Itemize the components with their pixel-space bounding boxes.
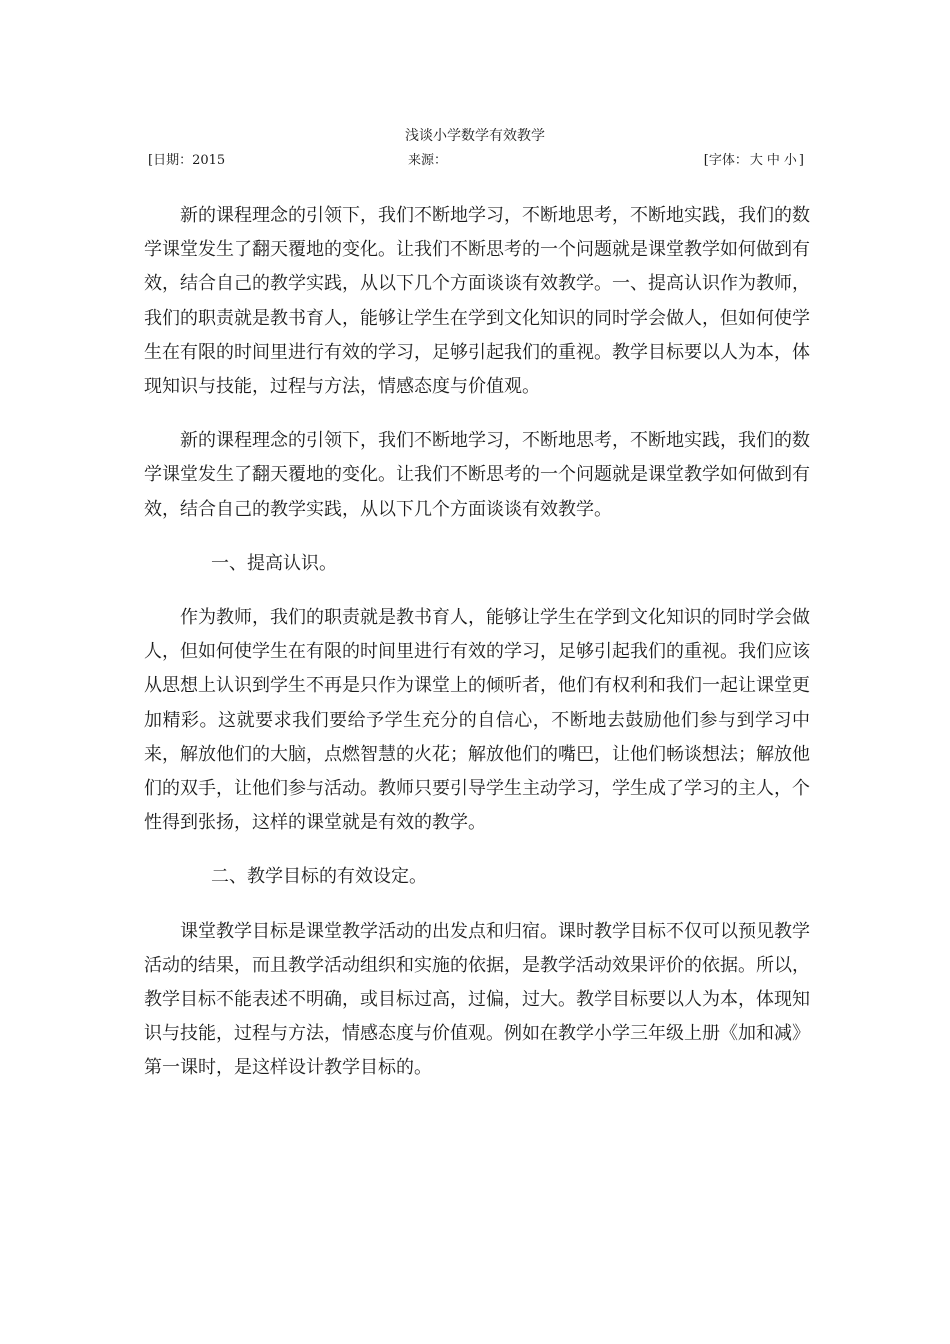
article-body — [144, 199, 810, 1106]
meta-source: 来源： — [408, 153, 448, 168]
font-size-large-link[interactable]: 大 — [749, 153, 763, 168]
paragraph: 新的课程理念的引领下，我们不断地学习，不断地思考，不断地实践，我们的数学课堂发生了翻天覆地的变化。让我们不断思考的一个问题就是课堂教学如何做到有效，结合自己的教学实践，从以下几个方面谈谈有效教学。 — [144, 430, 810, 520]
paragraph: 作为教师，我们的职责就是教书育人，能够让学生在学到文化知识的同时学会做人，但如何使学生在有限的时间里进行有效的学习，足够引起我们的重视。我们应该从思想上认识到学生不再是只作为课堂上的倾听者，他们有权利和我们一起让课堂更加精彩。这就要求我们要给予学生充分的自信心，不断地去鼓励他们参与到学习中来，解放他们的大脑，点燃智慧的火花；解放他们的嘴巴，让他们畅谈想法；解放他们的双手，让他们参与活动。教师只要引导学生主动学习，学生成了学习的主人，个性得到张扬，这样的课堂就是有效的教学。 — [144, 607, 810, 834]
section-heading: 一、提高认识。 — [211, 552, 337, 574]
font-size-small-link[interactable]: 小 — [783, 153, 797, 168]
article-title: 浅谈小学数学有效教学 — [405, 128, 545, 144]
meta-date: [日期：2015 — [148, 153, 226, 168]
font-size-switcher — [704, 151, 804, 171]
font-size-close-bracket: ] — [798, 153, 804, 168]
article-meta — [0, 151, 950, 171]
paragraph: 新的课程理念的引领下，我们不断地学习，不断地思考，不断地实践，我们的数学课堂发生了翻天覆地的变化。让我们不断思考的一个问题就是课堂教学如何做到有效，结合自己的教学实践，从以下几个方面谈谈有效教学。一、提高认识作为教师，我们的职责就是教书育人，能够让学生在学到文化知识的同时学会做人，但如何使学生在有限的时间里进行有效的学习，足够引起我们的重视。教学目标要以人为本，体现知识与技能，过程与方法，情感态度与价值观。 — [144, 205, 810, 398]
paragraph: 课堂教学目标是课堂教学活动的出发点和归宿。课时教学目标不仅可以预见教学活动的结果，而且教学活动组织和实施的依据，是教学活动效果评价的依据。所以，教学目标不能表述不明确，或目标过高，过偏，过大。教学目标要以人为本，体现知识与技能，过程与方法，情感态度与价值观。例如在教学小学三年级上册《加和减》第一课时，是这样设计教学目标的。 — [144, 920, 810, 1079]
section-heading: 二、教学目标的有效设定。 — [211, 866, 427, 888]
font-size-label: [字体： — [703, 153, 748, 168]
font-size-medium-link[interactable]: 中 — [766, 153, 780, 168]
